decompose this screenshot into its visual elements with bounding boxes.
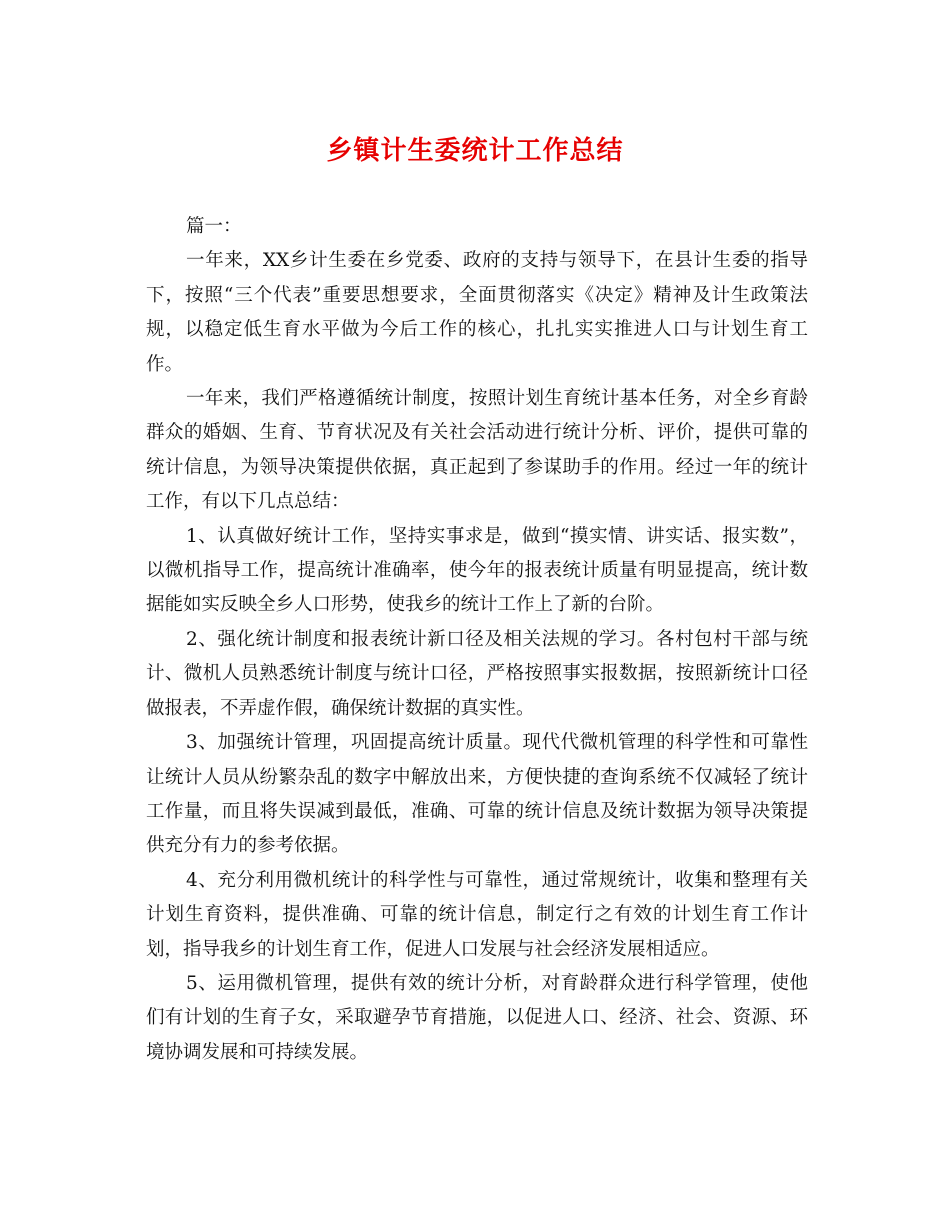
paragraph-6: 4、充分利用微机统计的科学性与可靠性，通过常规统计，收集和整理有关计划生育资料，提供准确、可靠的统计信息，制定行之有效的计划生育工作计划，指导我乡的计划生育工作，促进人口发展与社会经济发展相适应。 <box>146 869 808 960</box>
paragraph-3: 1、认真做好统计工作，坚持实事求是，做到“摸实情、讲实话、报实数”，以微机指导工作，提高统计准确率，使今年的报表统计质量有明显提高，统计数据能如实反映全乡人口形势，使我乡的统计工作上了新的台阶。 <box>146 525 808 616</box>
section-label: 篇一： <box>186 216 242 237</box>
paragraph-7: 5、运用微机管理，提供有效的统计分析，对育龄群众进行科学管理，使他们有计划的生育子女，采取避孕节育措施，以促进人口、经济、社会、资源、环境协调发展和可持续发展。 <box>146 972 808 1063</box>
paragraph-2: 一年来，我们严格遵循统计制度，按照计划生育统计基本任务，对全乡育龄群众的婚姻、生育、节育状况及有关社会活动进行统计分析、评价，提供可靠的统计信息，为领导决策提供依据，真正起到了参谋助手的作用。经过一年的统计工作，有以下几点总结： <box>146 388 808 513</box>
paragraph-4: 2、强化统计制度和报表统计新口径及相关法规的学习。各村包村干部与统计、微机人员熟悉统计制度与统计口径，严格按照事实报数据，按照新统计口径做报表，不弄虚作假，确保统计数据的真实性。 <box>146 628 808 719</box>
paragraph-1: 一年来，XX乡计生委在乡党委、政府的支持与领导下，在县计生委的指导下，按照“三个代表”重要思想要求，全面贯彻落实《决定》精神及计生政策法规，以稳定低生育水平做为今后工作的核心，扎扎实实推进人口与计划生育工作。 <box>146 250 808 375</box>
document-body <box>146 210 808 1070</box>
paragraph-5: 3、加强统计管理，巩固提高统计质量。现代代微机管理的科学性和可靠性让统计人员从纷繁杂乱的数字中解放出来，方便快捷的查询系统不仅减轻了统计工作量，而且将失误减到最低，准确、可靠的统计信息及统计数据为领导决策提供充分有力的参考依据。 <box>146 732 808 857</box>
document-title: 乡镇计生委统计工作总结 <box>326 136 624 166</box>
